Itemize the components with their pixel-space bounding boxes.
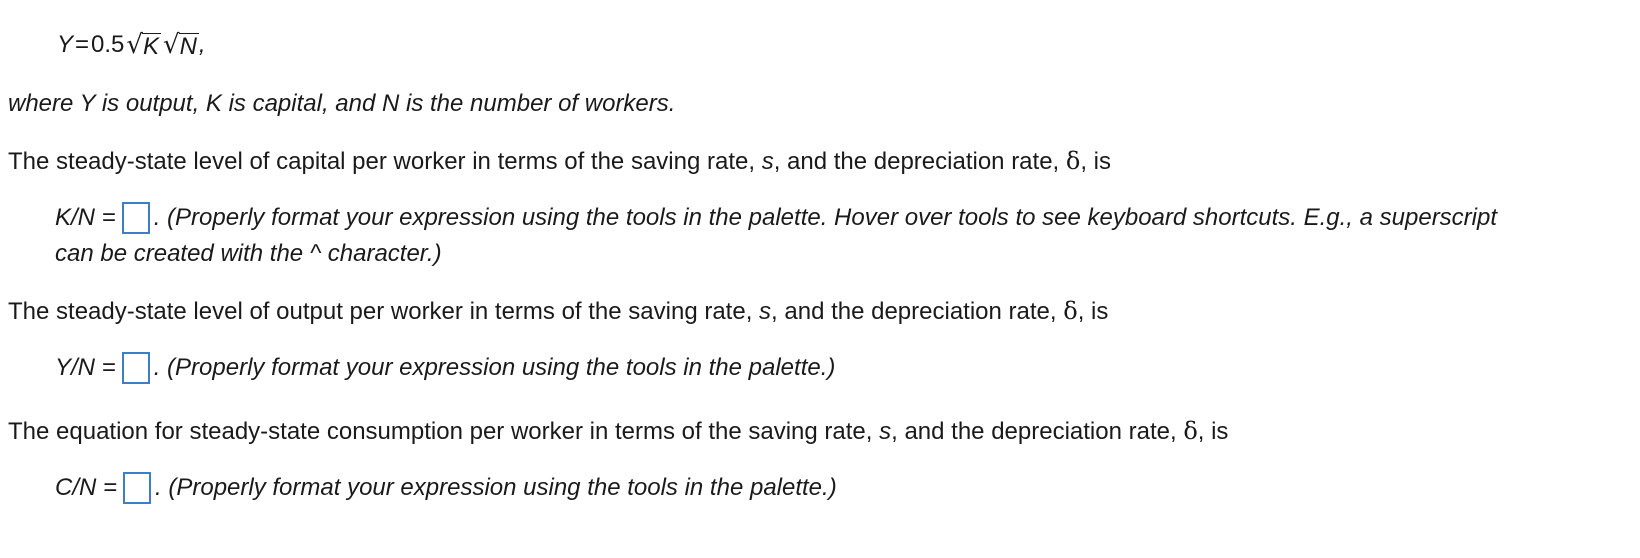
sqrt-k-radicand: K <box>142 33 159 60</box>
prompt-text: , and the depreciation rate, <box>771 298 1064 325</box>
output-per-worker-answer-row <box>55 352 835 384</box>
consumption-per-worker-answer-row <box>55 472 837 504</box>
prompt-text: The equation for steady-state consumption per worker in terms of the saving rate, <box>8 418 880 445</box>
prompt-text: , is <box>1080 148 1112 175</box>
formula-lhs: Y <box>57 31 74 58</box>
saving-rate-symbol: s <box>879 418 892 445</box>
sqrt-symbol-icon: √ <box>126 30 143 60</box>
prompt-text: The steady-state level of output per worker in terms of the saving rate, <box>8 298 760 325</box>
answer-hint: . (Properly format your expression using the tools in the palette.) <box>153 354 836 381</box>
prompt-text: , and the depreciation rate, <box>891 418 1184 445</box>
sqrt-k <box>126 30 161 60</box>
answer-label-y-over-n: Y/N = <box>55 354 116 381</box>
prompt-text: , is <box>1077 298 1109 325</box>
prompt-text: The steady-state level of capital per worker in terms of the saving rate, <box>8 148 762 175</box>
sqrt-symbol-icon: √ <box>163 30 180 60</box>
variable-definition: where Y is output, K is capital, and N is the number of workers. <box>8 90 676 117</box>
answer-label-c-over-n: C/N = <box>55 474 118 501</box>
saving-rate-symbol: s <box>761 148 774 175</box>
formula-trailing-comma: , <box>198 31 206 58</box>
prompt-text: , and the depreciation rate, <box>773 148 1066 175</box>
saving-rate-symbol: s <box>759 298 772 325</box>
output-per-worker-input[interactable] <box>122 352 150 384</box>
question-output-prompt <box>8 296 1108 327</box>
capital-per-worker-input[interactable] <box>122 202 150 234</box>
consumption-per-worker-input[interactable] <box>123 472 151 504</box>
question-consumption-prompt <box>8 416 1228 447</box>
answer-hint: . (Properly format your expression using the tools in the palette. Hover over tools to see keyboard shortcuts. E.g., a superscript <box>153 204 1498 231</box>
answer-hint: . (Properly format your expression using the tools in the palette.) <box>155 474 837 501</box>
depreciation-rate-symbol: δ <box>1063 297 1078 325</box>
answer-label-k-over-n: K/N = <box>55 204 116 231</box>
capital-per-worker-answer-row <box>55 202 1497 234</box>
depreciation-rate-symbol: δ <box>1183 417 1198 445</box>
sqrt-n <box>163 30 199 60</box>
question-capital-prompt <box>8 146 1111 177</box>
formula-coefficient: 0.5 <box>91 31 125 58</box>
formula-equals: = <box>75 31 90 58</box>
depreciation-rate-symbol: δ <box>1065 147 1081 175</box>
answer-hint-continued: can be created with the ^ character.) <box>55 240 442 267</box>
sqrt-n-radicand: N <box>179 33 197 60</box>
production-function-formula <box>57 30 206 60</box>
prompt-text: , is <box>1197 418 1229 445</box>
